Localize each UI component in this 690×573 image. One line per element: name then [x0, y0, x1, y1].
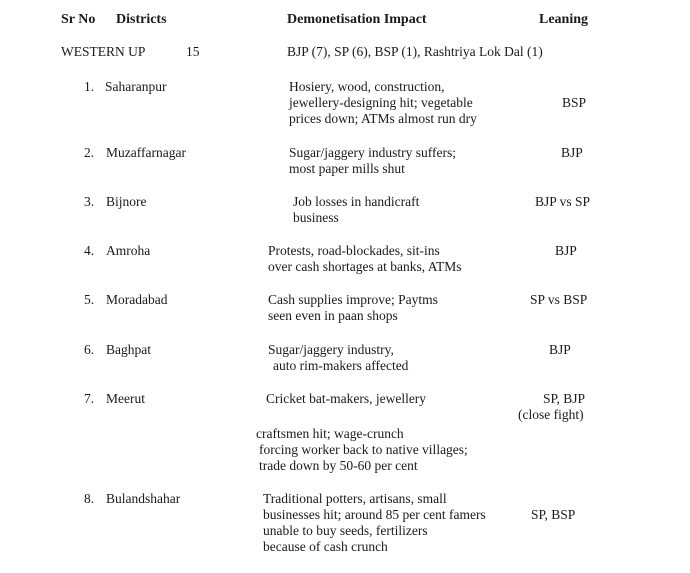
row-number: 2.: [84, 145, 95, 160]
district-name: Baghpat: [106, 342, 151, 357]
leaning-note: (close fight): [518, 407, 584, 422]
row-number: 3.: [84, 194, 95, 209]
impact-line: prices down; ATMs almost run dry: [289, 111, 477, 126]
impact-line: Traditional potters, artisans, small: [263, 491, 447, 506]
impact-line: Sugar/jaggery industry,: [268, 342, 394, 357]
leaning-value: BSP: [562, 95, 587, 110]
header-leaning: Leaning: [539, 12, 589, 27]
district-name: Saharanpur: [105, 79, 167, 94]
header-districts: Districts: [116, 12, 167, 27]
impact-line: craftsmen hit; wage-crunch: [256, 426, 404, 441]
leaning-value: BJP: [555, 243, 577, 258]
district-name: Bulandshahar: [106, 491, 181, 506]
leaning-value: BJP vs SP: [535, 194, 591, 209]
district-name: Meerut: [106, 391, 145, 406]
leaning-value: SP vs BSP: [530, 292, 588, 307]
row-number: 4.: [84, 243, 95, 258]
impact-line: Cricket bat-makers, jewellery: [266, 391, 427, 406]
impact-line: because of cash crunch: [263, 539, 388, 554]
header-impact: Demonetisation Impact: [287, 12, 427, 27]
impact-line: Hosiery, wood, construction,: [289, 79, 445, 94]
district-name: Amroha: [106, 243, 151, 258]
impact-line: Sugar/jaggery industry suffers;: [289, 145, 456, 160]
leaning-value: BJP: [549, 342, 571, 357]
region-name: WESTERN UP: [61, 44, 146, 59]
impact-line: business: [293, 210, 339, 225]
row-number: 8.: [84, 491, 95, 506]
leaning-value: BJP: [561, 145, 583, 160]
header-srno: Sr No: [61, 12, 96, 27]
district-name: Moradabad: [106, 292, 168, 307]
impact-line: most paper mills shut: [289, 161, 405, 176]
impact-line: forcing worker back to native villages;: [259, 442, 468, 457]
row-number: 6.: [84, 342, 95, 357]
impact-line: seen even in paan shops: [268, 308, 398, 323]
district-name: Bijnore: [106, 194, 147, 209]
impact-line: businesses hit; around 85 per cent famers: [263, 507, 486, 522]
row-number: 5.: [84, 292, 95, 307]
leaning-value: SP, BJP: [543, 391, 586, 406]
impact-line: jewellery-designing hit; vegetable: [289, 95, 473, 110]
impact-line: Job losses in handicraft: [293, 194, 420, 209]
district-name: Muzaffarnagar: [106, 145, 186, 160]
impact-line: trade down by 50-60 per cent: [259, 458, 418, 473]
region-count: 15: [186, 44, 200, 59]
impact-line: unable to buy seeds, fertilizers: [263, 523, 428, 538]
impact-line: auto rim-makers affected: [273, 358, 409, 373]
leaning-value: SP, BSP: [531, 507, 576, 522]
impact-line: Protests, road-blockades, sit-ins: [268, 243, 440, 258]
row-number: 1.: [84, 79, 95, 94]
region-seats: BJP (7), SP (6), BSP (1), Rashtriya Lok Dal (1): [287, 44, 543, 59]
impact-line: over cash shortages at banks, ATMs: [268, 259, 462, 274]
row-number: 7.: [84, 391, 95, 406]
impact-line: Cash supplies improve; Paytms: [268, 292, 438, 307]
